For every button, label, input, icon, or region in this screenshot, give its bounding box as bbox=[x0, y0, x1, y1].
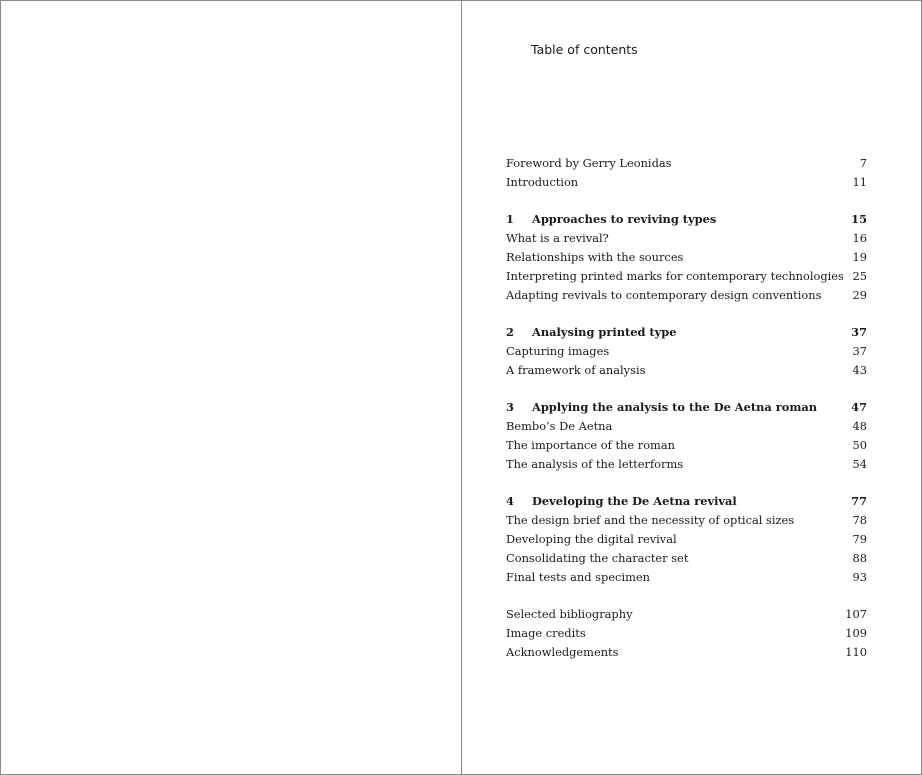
toc-entry bbox=[506, 549, 867, 568]
toc-entry bbox=[506, 511, 867, 530]
entry-page: 43 bbox=[852, 362, 867, 377]
chapter-page: 15 bbox=[851, 212, 867, 227]
toc-entry bbox=[506, 605, 867, 624]
chapter-title: Analysing printed type bbox=[532, 325, 677, 340]
entry-title: Acknowledgements bbox=[506, 644, 619, 659]
entry-page: 37 bbox=[852, 343, 867, 358]
toc-entry bbox=[506, 361, 867, 380]
entry-page: 93 bbox=[852, 569, 867, 584]
entry-page: 78 bbox=[852, 513, 867, 528]
toc-entry bbox=[506, 417, 867, 436]
entry-page: 109 bbox=[845, 625, 867, 640]
entry-page: 29 bbox=[852, 287, 867, 302]
chapter-page: 37 bbox=[851, 325, 867, 340]
right-page bbox=[462, 1, 921, 774]
entry-page: 50 bbox=[852, 437, 867, 452]
left-page bbox=[1, 1, 461, 774]
entry-title: Interpreting printed marks for contemporary technologies bbox=[506, 268, 844, 283]
entry-page: 107 bbox=[845, 607, 867, 622]
entry-title: The importance of the roman bbox=[506, 437, 675, 452]
entry-page: 16 bbox=[852, 231, 867, 246]
entry-title: The design brief and the necessity of optical sizes bbox=[506, 513, 795, 528]
chapter-page: 77 bbox=[851, 494, 867, 509]
toc-entry bbox=[506, 154, 867, 173]
entry-title: Consolidating the character set bbox=[506, 550, 689, 565]
group-spacer bbox=[506, 474, 867, 493]
entry-page: 11 bbox=[852, 174, 867, 189]
chapter-title: Applying the analysis to the De Aetna roman bbox=[532, 400, 818, 415]
entry-title: Image credits bbox=[506, 625, 586, 640]
chapter-heading bbox=[506, 398, 867, 417]
chapter-title: Approaches to reviving types bbox=[532, 212, 717, 227]
chapter-title-wrap bbox=[506, 492, 737, 511]
toc-entry bbox=[506, 455, 867, 474]
entry-title: Selected bibliography bbox=[506, 607, 633, 622]
entry-title: Final tests and specimen bbox=[506, 569, 650, 584]
entry-title: What is a revival? bbox=[506, 231, 609, 246]
toc-entry bbox=[506, 624, 867, 643]
chapter-page: 47 bbox=[851, 400, 867, 415]
chapter-number: 3 bbox=[506, 400, 514, 415]
entry-title: Relationships with the sources bbox=[506, 249, 684, 264]
chapter-number: 1 bbox=[506, 212, 514, 227]
entry-page: 110 bbox=[845, 644, 867, 659]
chapter-title-wrap bbox=[506, 398, 817, 417]
chapter-number: 2 bbox=[506, 325, 514, 340]
toc-entry bbox=[506, 173, 867, 192]
toc-entry bbox=[506, 643, 867, 662]
chapter-heading bbox=[506, 323, 867, 342]
entry-title: Capturing images bbox=[506, 343, 610, 358]
chapter-title-wrap bbox=[506, 323, 677, 342]
entry-page: 19 bbox=[852, 249, 867, 264]
toc-entry bbox=[506, 342, 867, 361]
chapter-number: 4 bbox=[506, 494, 514, 509]
entry-page: 79 bbox=[852, 531, 867, 546]
entry-title: Bembo’s De Aetna bbox=[506, 419, 613, 434]
entry-title: Developing the digital revival bbox=[506, 531, 677, 546]
chapter-title-wrap bbox=[506, 210, 716, 229]
entry-page: 88 bbox=[852, 550, 867, 565]
entry-page: 7 bbox=[859, 156, 867, 170]
entry-title: Foreword by Gerry Leonidas bbox=[506, 156, 672, 170]
toc-entry bbox=[506, 568, 867, 587]
entry-page: 54 bbox=[852, 456, 867, 471]
chapter-heading bbox=[506, 492, 867, 511]
chapter-title: Developing the De Aetna revival bbox=[532, 494, 737, 509]
entry-title: The analysis of the letterforms bbox=[506, 456, 684, 471]
toc-entry bbox=[506, 286, 867, 305]
group-spacer bbox=[506, 586, 867, 605]
toc-entry bbox=[506, 229, 867, 248]
entry-title: Introduction bbox=[506, 174, 579, 189]
group-spacer bbox=[506, 304, 867, 323]
entry-page: 48 bbox=[852, 419, 867, 434]
group-spacer bbox=[506, 380, 867, 399]
toc-entry bbox=[506, 530, 867, 549]
table-of-contents bbox=[506, 154, 867, 662]
chapter-heading bbox=[506, 210, 867, 229]
group-spacer bbox=[506, 192, 867, 211]
entry-title: A framework of analysis bbox=[506, 362, 646, 377]
entry-page: 25 bbox=[852, 268, 867, 283]
toc-entry bbox=[506, 248, 867, 267]
page-title: Table of contents bbox=[531, 42, 638, 57]
toc-entry bbox=[506, 267, 867, 286]
toc-entry bbox=[506, 436, 867, 455]
entry-title: Adapting revivals to contemporary design conventions bbox=[506, 287, 822, 302]
